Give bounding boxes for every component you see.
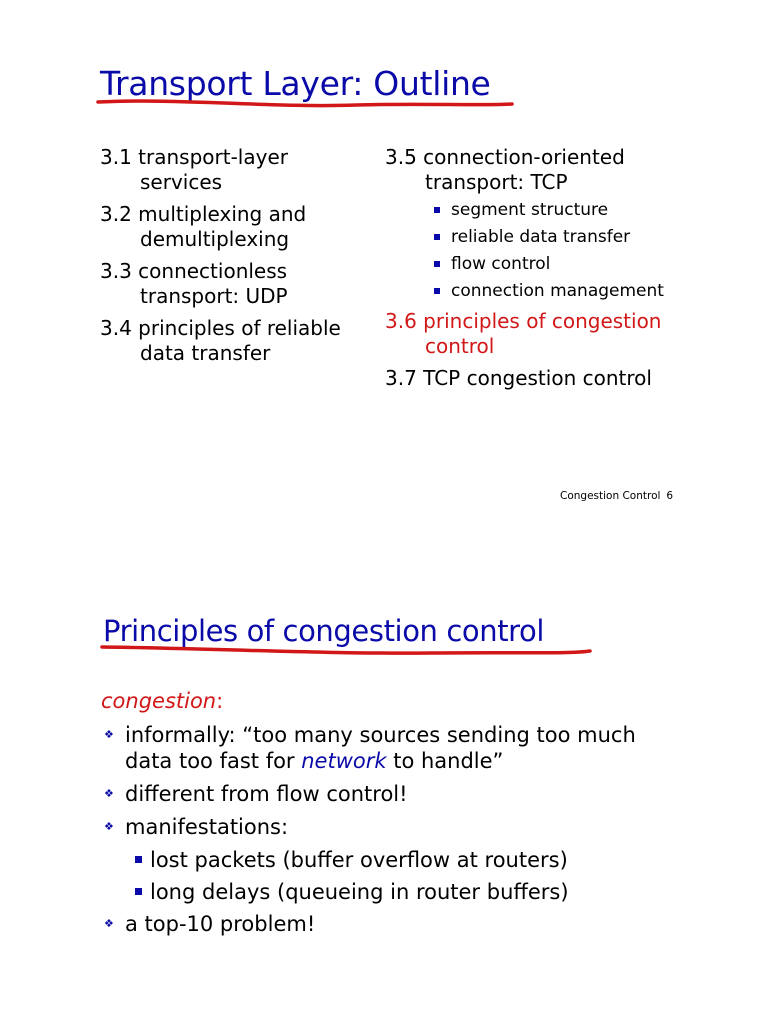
title-underline [100, 642, 595, 660]
diamond-bullet-icon: ❖ [104, 728, 114, 741]
square-bullet-icon [434, 234, 440, 240]
subitem-connection-management: connection management [385, 278, 705, 305]
outline-item-3-1: 3.1 transport-layer services [100, 145, 288, 194]
slide-title-congestion: Principles of congestion control [103, 614, 545, 648]
square-bullet-icon [135, 856, 142, 863]
square-bullet-icon [434, 207, 440, 213]
subitem-flow-control: flow control [385, 251, 705, 278]
square-bullet-icon [434, 288, 440, 294]
diamond-bullet-icon: ❖ [104, 917, 114, 930]
square-bullet-icon [135, 888, 142, 895]
subbullet-long-delays: long delays (queueing in router buffers) [104, 879, 704, 905]
bullet-manifestations: ❖ manifestations: [104, 815, 289, 839]
diamond-bullet-icon: ❖ [104, 787, 114, 800]
slide-title-outline: Transport Layer: Outline [100, 64, 491, 103]
bullet-flow-control: ❖ different from flow control! [104, 782, 408, 806]
outline-item-3-6: 3.6 principles of congestion control [385, 309, 662, 358]
congestion-label: congestion: [101, 689, 224, 713]
slide-footer [560, 490, 673, 502]
outline-item-3-7: 3.7 TCP congestion control [385, 366, 652, 390]
subitem-reliable-data-transfer: reliable data transfer [385, 224, 705, 251]
congestion-bullets [104, 722, 704, 944]
footer-label: Congestion Control [560, 490, 661, 502]
outline-item-3-2: 3.2 multiplexing and demultiplexing [100, 202, 307, 251]
outline-left-column [100, 145, 370, 373]
tcp-subitems [385, 197, 705, 305]
subitem-segment-structure: segment structure [385, 197, 705, 224]
outline-item-3-3: 3.3 connectionless transport: UDP [100, 259, 288, 308]
square-bullet-icon [434, 261, 440, 267]
title-underline [96, 96, 516, 112]
subbullet-lost-packets: lost packets (buffer overflow at routers) [104, 847, 704, 873]
diamond-bullet-icon: ❖ [104, 820, 114, 833]
outline-item-3-4: 3.4 principles of reliable data transfer [100, 316, 341, 365]
bullet-top-10: ❖ a top-10 problem! [104, 912, 316, 936]
page-number: 6 [666, 490, 674, 502]
bullet-informally: ❖ informally: “too many sources sending too much data too fast for network to handle” [104, 723, 636, 773]
outline-right-column [385, 145, 705, 398]
outline-item-3-5: 3.5 connection-oriented transport: TCP [385, 145, 625, 194]
